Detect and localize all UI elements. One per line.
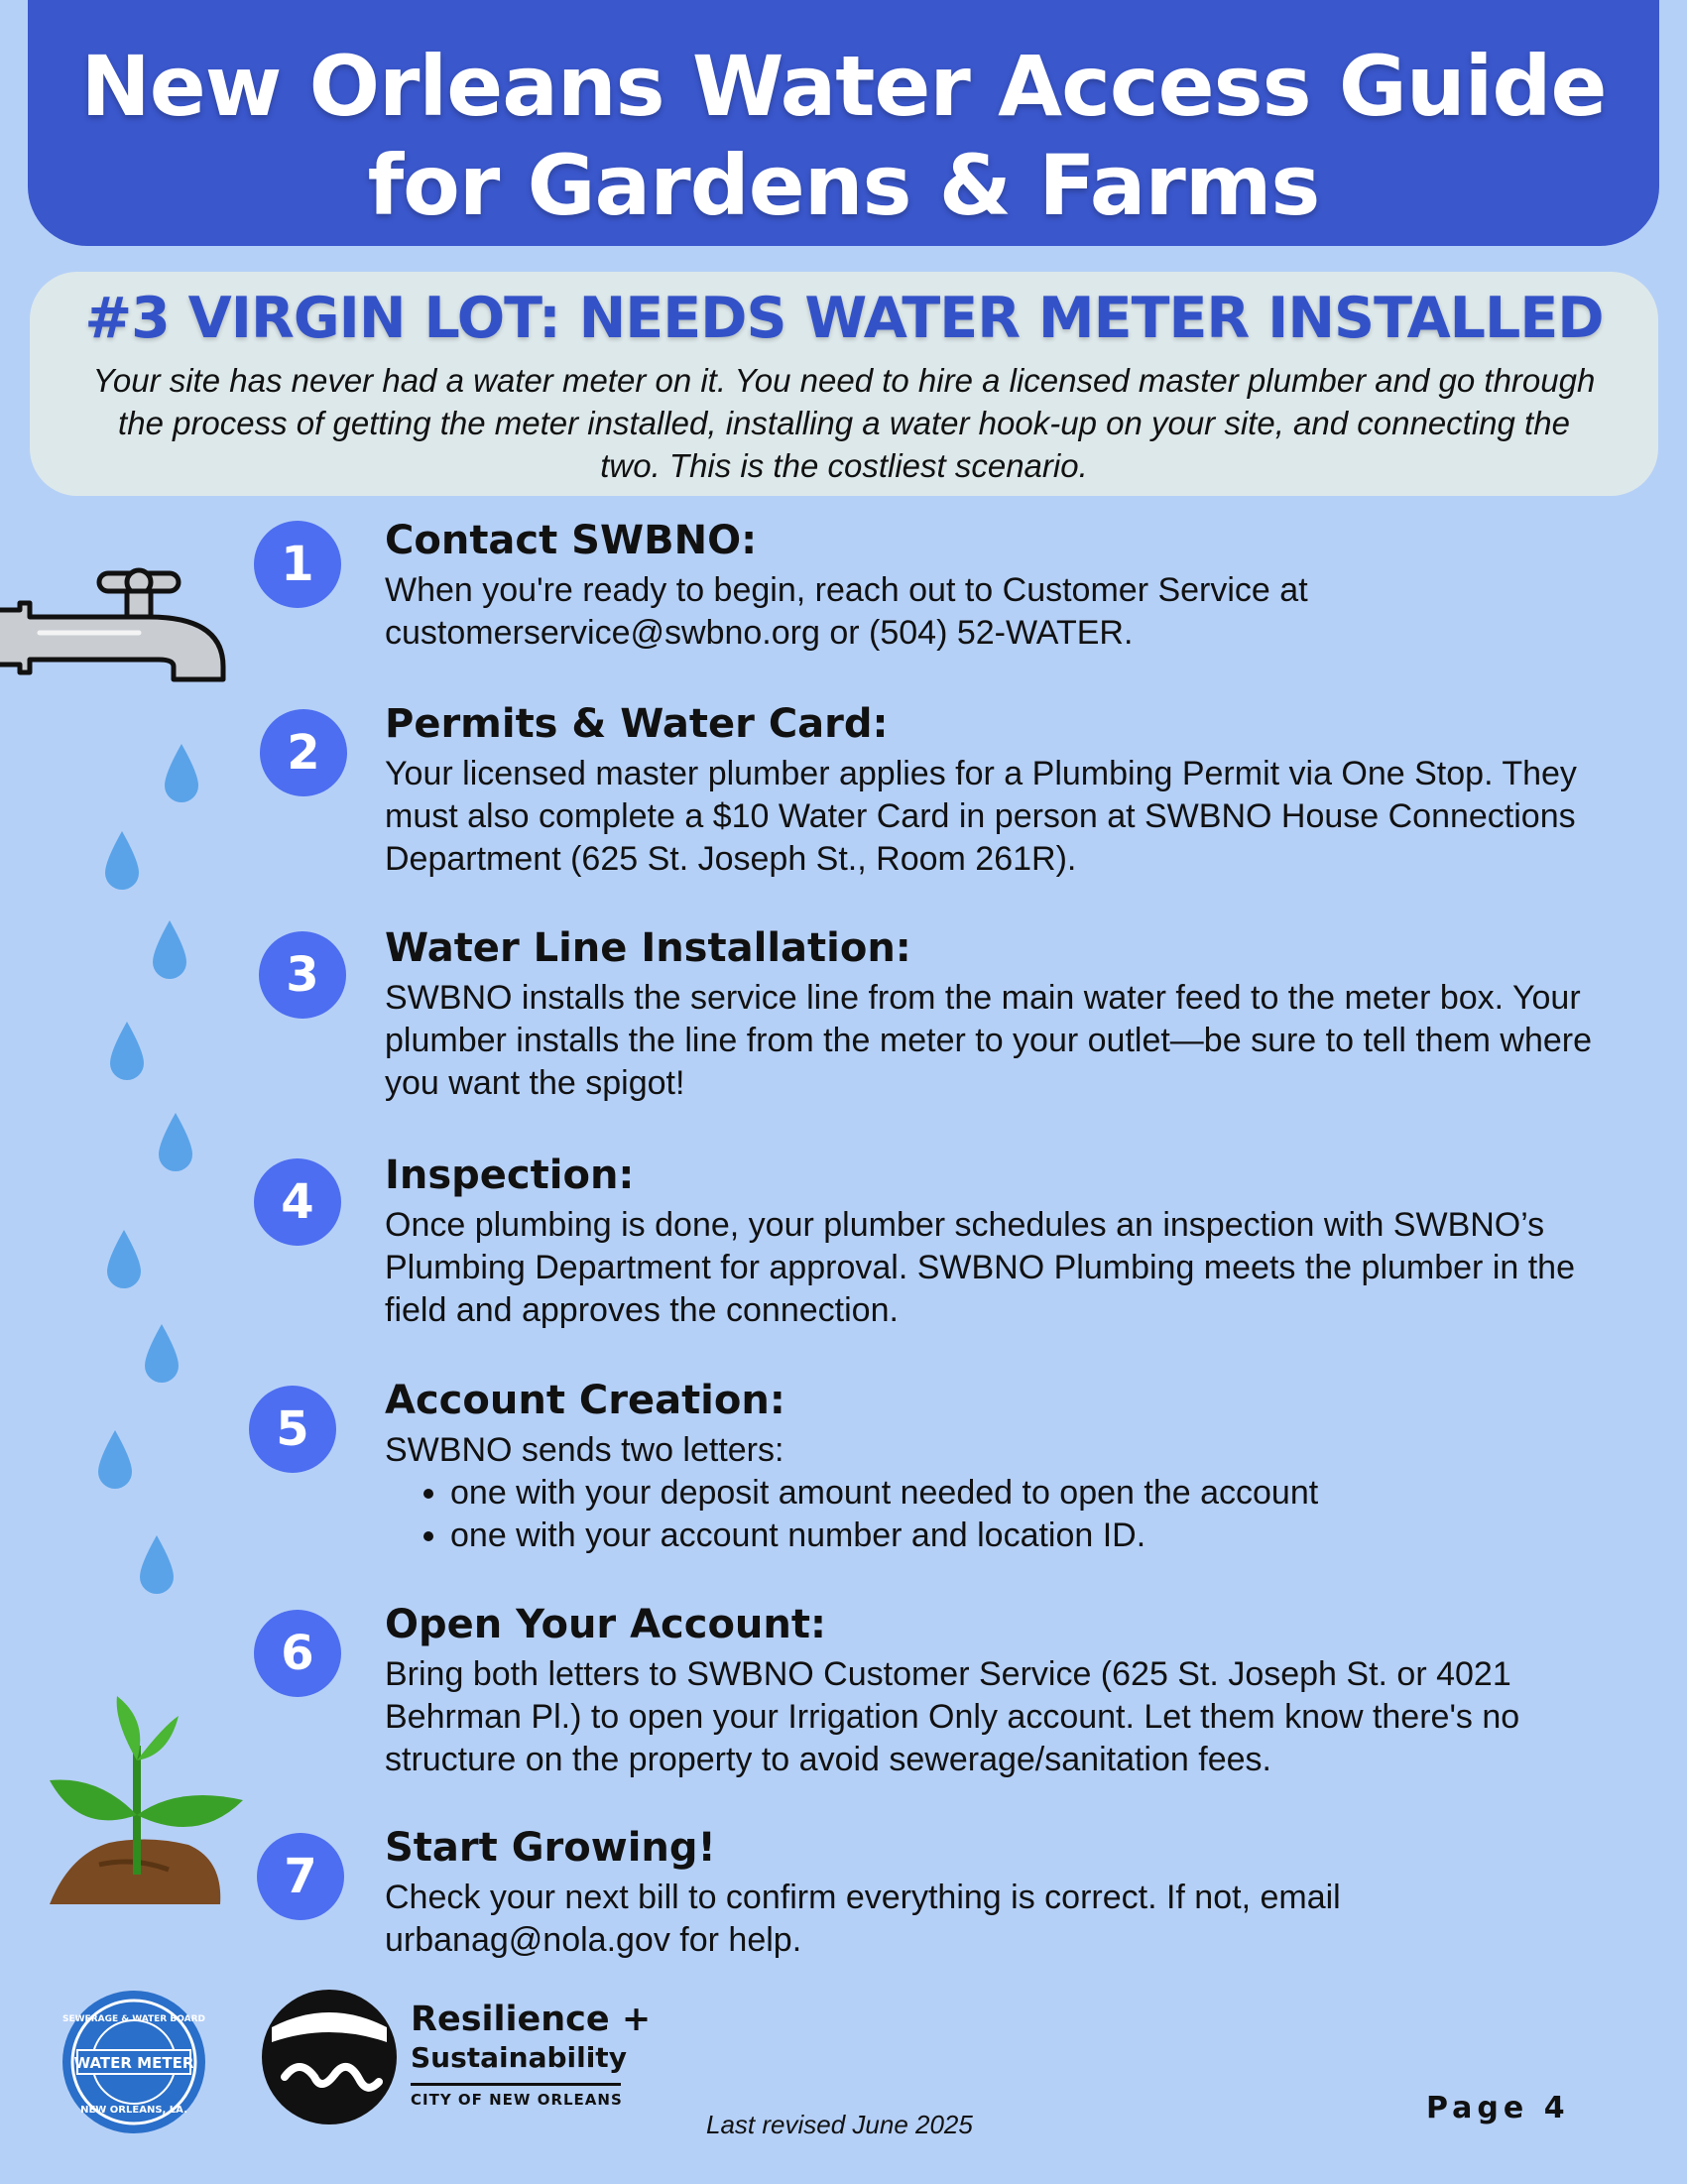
- page-header: [28, 0, 1659, 246]
- water-drop-icon: [107, 1230, 141, 1288]
- step-title: Inspection:: [385, 1153, 635, 1198]
- svg-text:SEWERAGE & WATER BOARD: SEWERAGE & WATER BOARD: [61, 2014, 206, 2024]
- resilience-logo: [260, 1988, 399, 2126]
- step-body: Bring both letters to SWBNO Customer Service (625 St. Joseph St. or 4021 Behrman Pl.) to open your Irrigation Only account. Let them know there's no structure on the property to avoid sewerage/sanitation fees.: [385, 1655, 1520, 1778]
- scenario-title: #3 VIRGIN LOT: NEEDS WATER METER INSTALLED: [84, 286, 1604, 351]
- water-drop-icon: [98, 1430, 132, 1489]
- step-number-badge: 5: [249, 1386, 336, 1473]
- faucet-icon: [0, 555, 238, 704]
- water-drop-icon: [140, 1535, 174, 1594]
- step-number-badge: 7: [257, 1833, 344, 1920]
- step-body: [385, 1429, 1615, 1557]
- step-body: When you're ready to begin, reach out to Customer Service at customerservice@swbno.org or (504) 52-WATER.: [385, 571, 1308, 652]
- water-drop-icon: [145, 1324, 179, 1383]
- seedling-icon: [40, 1666, 258, 1914]
- rs-logo-city: CITY OF NEW ORLEANS: [411, 2091, 623, 2109]
- step-body: Once plumbing is done, your plumber schedules an inspection with SWBNO’s Plumbing Department for approval. SWBNO Plumbing meets the plumber in the field and approves the connection.: [385, 1206, 1575, 1329]
- rs-logo-subtitle: Sustainability: [411, 2041, 627, 2074]
- step-body: Check your next bill to confirm everything is correct. If not, email urbanag@nola.gov for help.: [385, 1879, 1341, 1959]
- rs-logo-divider: [411, 2083, 621, 2086]
- step-number-badge: 3: [259, 931, 346, 1019]
- step-body: SWBNO installs the service line from the main water feed to the meter box. Your plumber installs the line from the meter to your outlet—be sure to tell them where you want the spigot!: [385, 979, 1593, 1102]
- rs-logo-title: Resilience +: [411, 2000, 652, 2039]
- step-title: Start Growing!: [385, 1825, 716, 1871]
- list-item: • one with your account number and location ID.: [450, 1515, 1615, 1557]
- svg-text:NEW ORLEANS, LA.: NEW ORLEANS, LA.: [80, 2105, 187, 2116]
- swbno-seal-logo: [60, 1988, 208, 2136]
- step-number-badge: 1: [254, 521, 341, 608]
- step-title: Account Creation:: [385, 1378, 785, 1423]
- list-item: • one with your deposit amount needed to open the account: [450, 1472, 1615, 1515]
- step-title: Water Line Installation:: [385, 925, 911, 971]
- last-revised: Last revised June 2025: [706, 2110, 973, 2139]
- water-drops-column: [0, 724, 218, 1607]
- water-drop-icon: [153, 920, 186, 979]
- step-bullet-list: [385, 1472, 1615, 1557]
- svg-text:WATER METER: WATER METER: [73, 2054, 194, 2072]
- water-drop-icon: [159, 1113, 192, 1171]
- scenario-description: Your site has never had a water meter on it. You need to hire a licensed master plumber and go through the process of getting the meter installed, installing a water hook-up on your site, and connecting the two. This is the costliest scenario.: [92, 362, 1596, 484]
- water-drop-icon: [105, 831, 139, 890]
- step-body: Your licensed master plumber applies for a Plumbing Permit via One Stop. They must also complete a $10 Water Card in person at SWBNO House Connections Department (625 St. Joseph St., Room 261R).: [385, 755, 1577, 878]
- step-number-badge: 2: [260, 709, 347, 796]
- scenario-banner: [30, 272, 1658, 496]
- step-intro: SWBNO sends two letters:: [385, 1431, 784, 1469]
- step-number-badge: 4: [254, 1158, 341, 1246]
- step-title: Contact SWBNO:: [385, 518, 758, 563]
- step-title: Permits & Water Card:: [385, 701, 889, 747]
- water-drop-icon: [165, 744, 198, 802]
- water-drop-icon: [110, 1022, 144, 1080]
- page-number: Page 4: [1426, 2091, 1570, 2125]
- page-title-line2: for Gardens & Farms: [367, 137, 1320, 234]
- step-number-badge: 6: [254, 1610, 341, 1697]
- page-title-line1: New Orleans Water Access Guide: [80, 38, 1607, 135]
- step-title: Open Your Account:: [385, 1602, 826, 1647]
